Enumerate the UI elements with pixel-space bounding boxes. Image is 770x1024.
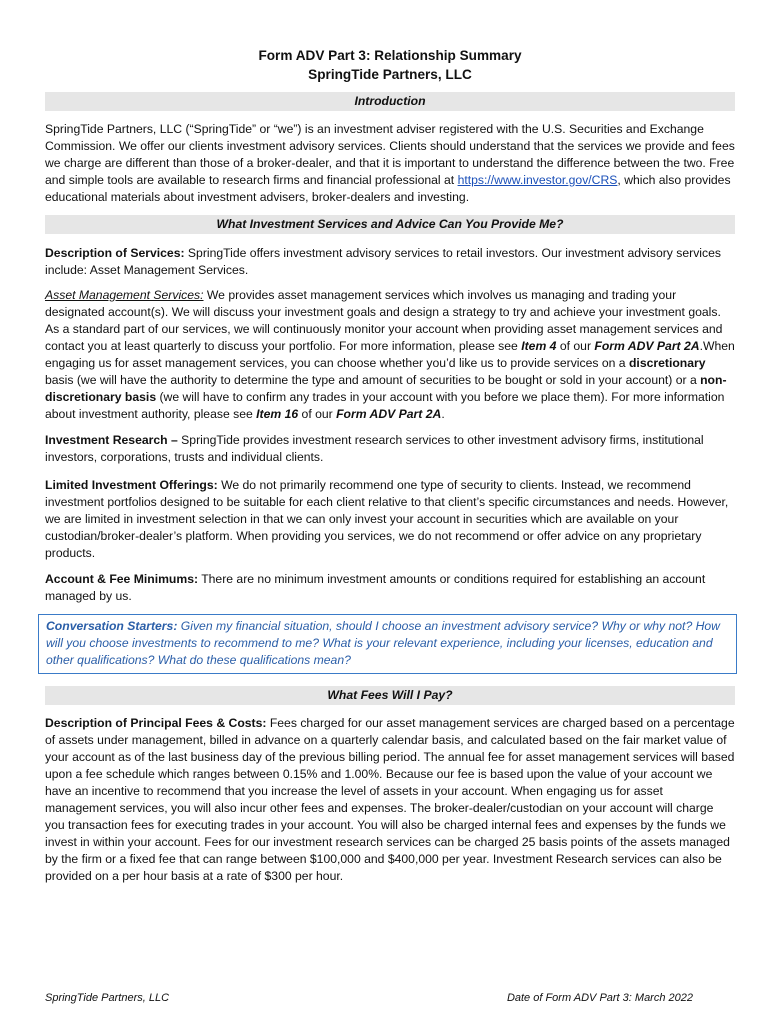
fees-text: Fees charged for our asset management services are charged based on a percentage of assets under management, billed in advance on a quarterly calendar basis, and calculated based on the fair market value of your account as of the last business day of the previous billing period. The annual fee for asset management services will based upon a fee schedule which ranges between 0.15% and 1.00%. Because our fee is based upon the value of your account we have an incentive to recommend that you increase the level of assets in your account. When engaging us for asset management services, you will also incur other fees and expenses. The broker-dealer/custodian on your account will charge you transaction fees for executing trades in your account. You will also be charged internal fees and expenses by the funds we invest in within your account. Fees for our investment research services can be charged 25 basis points of the assets managed by the firm or a fixed fee that can range between $100,000 and $400,000 per year. Investment Research services can also be provided on a per hour basis at a rate of $300 per hour. — [45, 716, 735, 883]
ams-label: Asset Management Services: — [45, 288, 204, 302]
conversation-label: Conversation Starters: — [46, 619, 178, 633]
ams-end: . — [441, 407, 445, 421]
item16-ref: Item 16 — [256, 407, 299, 421]
minimums-label: Account & Fee Minimums: — [45, 572, 199, 586]
description-label: Description of Services: — [45, 246, 185, 260]
section-heading-fees: What Fees Will I Pay? — [45, 686, 735, 705]
intro-text-2: , which also provides educational materials about investment advisers, broker-dealers and investing. — [45, 173, 731, 204]
page-footer — [45, 991, 693, 1005]
conversation-text: Given my financial situation, should I choose an investment advisory service? Why or why not? How will you choose investments to recommend to me? What is your relevant experience, including your licenses, education and other qualifications? What do these qualifications mean? — [46, 619, 720, 667]
section-heading-introduction: Introduction — [45, 92, 735, 111]
footer-date: Date of Form ADV Part 3: March 2022 — [506, 992, 693, 1004]
firm-name: SpringTide Partners, LLC — [308, 67, 472, 82]
investor-gov-link[interactable]: https://www.investor.gov/CRS — [457, 173, 618, 187]
conversation-starters-box — [38, 614, 737, 674]
minimums-paragraph — [45, 571, 735, 605]
limited-offerings-paragraph — [45, 477, 735, 562]
limited-label: Limited Investment Offerings: — [45, 478, 218, 492]
non-discretionary-term: non-discretionary basis — [45, 373, 727, 404]
research-label: Investment Research – — [45, 433, 178, 447]
discretionary-term: discretionary — [628, 356, 706, 370]
ams-text-2: .When engaging us for asset management services, you can choose whether you’d like us to provide services on a — [45, 339, 735, 370]
fees-label: Description of Principal Fees & Costs: — [45, 716, 267, 730]
limited-text: We do not primarily recommend one type of security to clients. Instead, we recommend investment portfolios designed to be suitable for each client relative to that client’s specific circumstances and needs. However, we are limited in investment selection in that we can only invest your account in securities which are available on your custodian/broker-dealer’s platform. When providing you services, we do not recommend or offer advice on any proprietary products. — [45, 478, 729, 560]
page-title: Form ADV Part 3: Relationship Summary — [258, 48, 522, 63]
research-text: SpringTide provides investment research services to other investment advisory firms, institutional investors, corporations, trusts and individual clients. — [45, 433, 704, 464]
form-adv-ref-2: Form ADV Part 2A — [336, 407, 442, 421]
footer-firm: SpringTide Partners, LLC — [45, 992, 170, 1004]
intro-text-1: SpringTide Partners, LLC (“SpringTide” or “we”) is an investment adviser registered with the U.S. Securities and Exchange Commission. We offer our clients investment advisory services. Clients should understand that the services we provide and fees we charge are different than those of a broker-dealer, and that it is important to understand the difference between the two. Free and simple tools are available to research firms and financial professional at — [45, 122, 735, 187]
form-adv-ref-1: Form ADV Part 2A — [594, 339, 700, 353]
fees-paragraph — [45, 715, 735, 885]
document-page — [45, 0, 735, 885]
section-heading-services: What Investment Services and Advice Can You Provide Me? — [45, 215, 735, 234]
minimums-text: There are no minimum investment amounts or conditions required for establishing an account managed by us. — [45, 572, 706, 603]
item4-ref: Item 4 — [521, 339, 557, 353]
asset-management-paragraph — [45, 287, 735, 423]
description-of-services — [45, 245, 735, 279]
investment-research-paragraph — [45, 432, 735, 466]
ams-text-4: (we will have to confirm any trades in your account with you before we place them). For more information about investment authority, please see — [45, 390, 725, 421]
intro-paragraph — [45, 121, 735, 206]
description-text: SpringTide offers investment advisory services to retail investors. Our investment advisory services include: Asset Management Services. — [45, 246, 721, 277]
ams-of-our-1: of our — [556, 339, 595, 353]
ams-text-1: We provides asset management services which involves us managing and trading your designated account(s). We will discuss your investment goals and design a strategy to try and achieve your investment goals. As a standard part of our services, we will continuously monitor your account when providing asset management services and contact you at least quarterly to discuss your portfolio. For more information, please see — [45, 288, 723, 353]
ams-of-our-2: of our — [298, 407, 337, 421]
ams-text-3: basis (we will have the authority to determine the type and amount of securities to be bought or sold in your account) or a — [45, 373, 701, 387]
